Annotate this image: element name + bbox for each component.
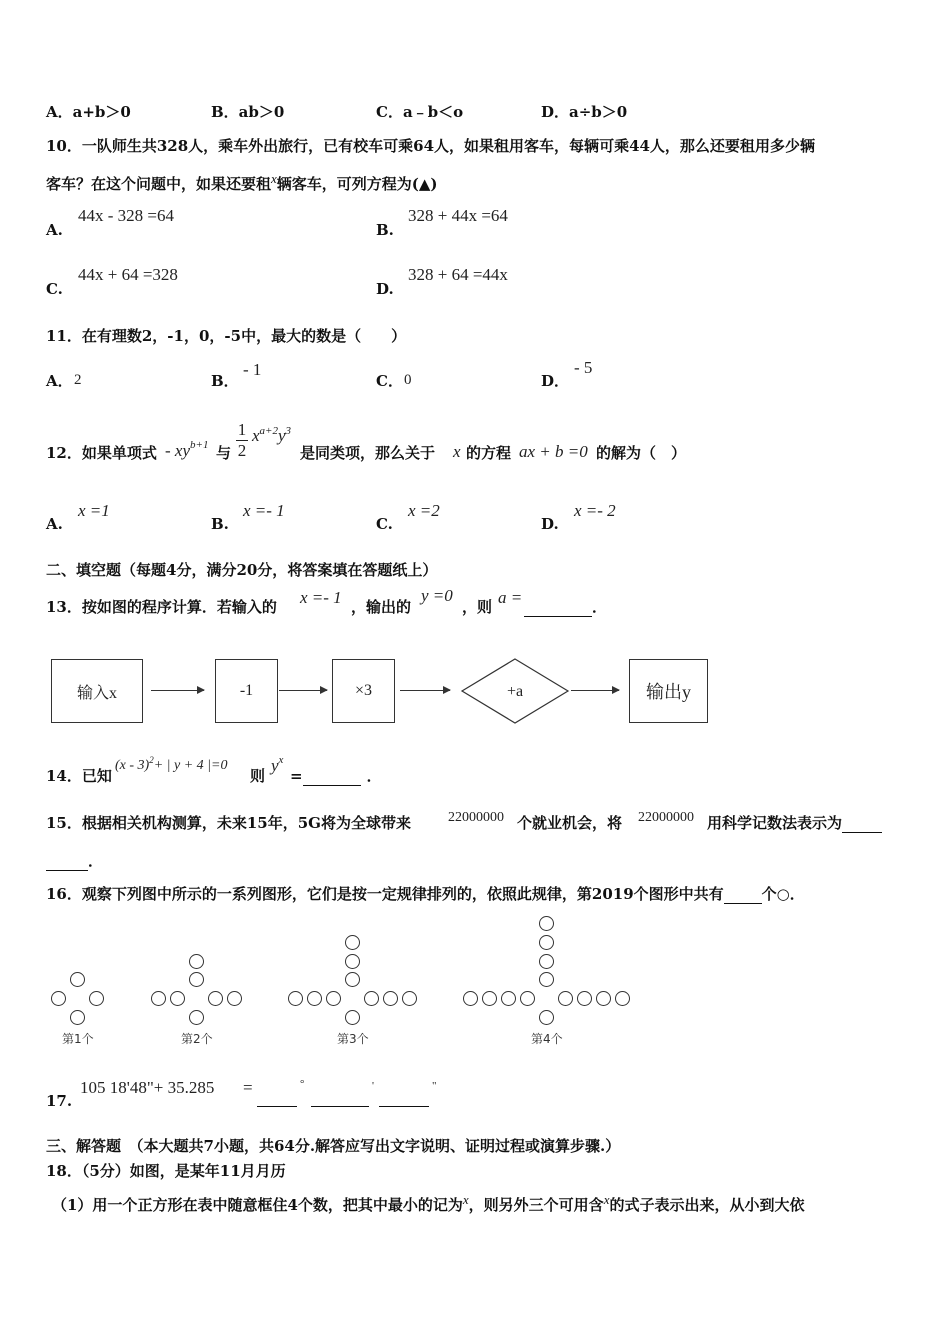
q17-label: 17. [46,1092,73,1110]
q18-title: 18．（5分）如图，是某年11月月历 [46,1162,286,1180]
q12-d-value: x =- 2 [574,501,616,520]
q11-d-label: D． [541,372,570,390]
q11-a-value: 2 [74,372,82,388]
q10-c-equation: 44x + 64 =328 [78,265,178,284]
circle [326,991,341,1006]
circle [189,1010,204,1025]
q10-d-label: D. [376,280,394,298]
flow-add-label: +a [506,683,524,700]
circle [70,1010,85,1025]
q12-stem-mid: 是同类项，那么关于 [300,444,436,462]
q15-number-2: 22000000 [638,810,694,825]
q10-stem-line1: 10．一队师生共328人，乘车外出旅行，已有校车可乘64人，如果租用客车，每辆可乘44人，那么还要租用多少辆 [46,137,815,155]
section-3-heading: 三、解答题 （本大题共7小题，共64分.解答应写出文字说明、证明过程或演算步骤.） [46,1137,621,1155]
circle [539,916,554,931]
circle [345,1010,360,1025]
q16-caption-3: 第3个 [337,1032,369,1046]
q12-stem-eq-label: 的方程 [466,444,512,462]
q17-minutes-blank[interactable] [311,1090,369,1107]
q12-b-value: x =- 1 [243,501,285,520]
q14-power: $y^x$ [271,754,284,775]
q10-d-equation: 328 + 64 =44x [408,265,508,284]
circle [151,991,166,1006]
q16-stem: 16．观察下列图中所示的一系列图形，它们是按一定规律排列的，依照此规律，第2019个图形中共有 个○． [46,885,805,903]
circle [208,991,223,1006]
q11-b-value: - 1 [243,360,262,379]
q10-a-label: A. [46,221,63,239]
q11-b-label: B． [211,372,239,390]
q12-a-label: A. [46,515,63,533]
q10-b-label: B. [376,221,394,239]
q15-number-1: 22000000 [448,810,504,825]
q17-minute-sign: ' [372,1080,374,1092]
circle [615,991,630,1006]
flow-subtract-box: -1 [215,659,278,723]
q17-seconds-blank[interactable] [379,1090,429,1107]
q14-stem-start: 14．已知 [46,767,112,785]
q10-stem-line2: 客车？在这个问题中，如果还要租x辆客车，可列方程为(▲) [46,171,438,193]
q11-c-label: C． [376,372,403,390]
circle [577,991,592,1006]
circle [539,935,554,950]
q12-a-value: x =1 [78,501,110,520]
q13-output-eq: y =0 [421,586,453,605]
flow-output-box: 输出y [629,659,708,723]
q18-part1: （1）用一个正方形在表中随意框住4个数，把其中最小的记为x，则另外三个可用含x的式子表示出来，从小到大依 [52,1192,805,1214]
q9-option-d: D．a÷b＞0 [541,103,628,121]
q13-stem-then: ，则 [462,598,493,616]
circle [170,991,185,1006]
q11-a-label: A． [46,372,73,390]
q15-answer-cont: ． [46,852,103,871]
q17-equals: = [243,1078,253,1097]
q15-stem-start: 15．根据相关机构测算，未来15年，5G将为全球带来 [46,814,411,832]
circle [539,954,554,969]
circle [482,991,497,1006]
circle [189,972,204,987]
q11-d-value: - 5 [574,358,593,377]
q11-stem: 11．在有理数2，-1，0，-5中，最大的数是（ ） [46,327,407,345]
circle [307,991,322,1006]
q15-stem-end: 用科学记数法表示为 [707,814,882,833]
q14-answer: = ． [290,767,382,785]
circle [558,991,573,1006]
circle [70,972,85,987]
q12-c-value: x =2 [408,501,440,520]
q13-stem-start: 13．按如图的程序计算．若输入的 [46,598,277,616]
flow-multiply-box: ×3 [332,659,395,723]
q9-option-a: A．a+b＞0 [46,103,131,121]
q9-option-c: C．a﹣b＜o [376,103,464,121]
q17-second-sign: " [432,1080,437,1092]
q13-a-eq: a = [498,588,523,607]
q12-stem-start: 12．如果单项式 [46,444,157,462]
circle [345,954,360,969]
section-2-heading: 二、填空题（每题4分，满分20分，将答案填在答题纸上） [46,561,438,579]
circle [539,972,554,987]
q14-then: 则 [250,767,266,785]
q12-var: x [453,442,461,461]
circle [227,991,242,1006]
q15-stem-mid: 个就业机会，将 [517,814,623,832]
q16-caption-4: 第4个 [531,1032,563,1046]
flow-add-diamond [460,658,570,724]
q12-equation: ax + b =0 [519,442,588,461]
q12-fraction: 1 2 [237,420,247,460]
circle [463,991,478,1006]
q16-caption-2: 第2个 [181,1032,213,1046]
q16-caption-1: 第1个 [62,1032,94,1046]
circle [288,991,303,1006]
q12-term2: $x^{a+2}y^3$ [252,425,292,445]
q9-option-b: B．ab＞0 [211,103,285,121]
circle [345,972,360,987]
q10-a-equation: 44x - 328 =64 [78,206,174,225]
q11-c-value: 0 [404,372,412,388]
circle [402,991,417,1006]
q10-b-equation: 328 + 44x =64 [408,206,508,225]
circle [501,991,516,1006]
q12-d-label: D. [541,515,559,533]
q17-expression: 105 18'48"+ 35.285 [80,1078,215,1097]
q12-c-label: C. [376,515,393,533]
flow-input-box: 输入x [51,659,143,723]
circle [345,935,360,950]
circle [539,1010,554,1025]
flow-arrow-1 [151,690,204,691]
flow-arrow-3 [400,690,450,691]
flow-arrow-2 [279,690,327,691]
circle [383,991,398,1006]
q12-stem-end: 的解为（ ） [596,444,687,462]
q17-degree-sign: ° [300,1078,305,1090]
q17-degrees-blank[interactable] [257,1090,297,1107]
q13-answer: ． [524,598,607,617]
q12-and: 与 [216,444,232,462]
circle [189,954,204,969]
circle [520,991,535,1006]
q12-term1: - $xy^{b+1}$ [165,439,209,460]
circle [596,991,611,1006]
flow-arrow-4 [571,690,619,691]
q10-c-label: C. [46,280,63,298]
circle [51,991,66,1006]
circle [89,991,104,1006]
q13-input-eq: x =- 1 [300,588,342,607]
circle [364,991,379,1006]
q12-b-label: B. [211,515,229,533]
q13-stem-mid: ，输出的 [351,598,412,616]
q14-equation: (x - 3)$^2$+ | y + 4 |=0 [115,755,228,773]
